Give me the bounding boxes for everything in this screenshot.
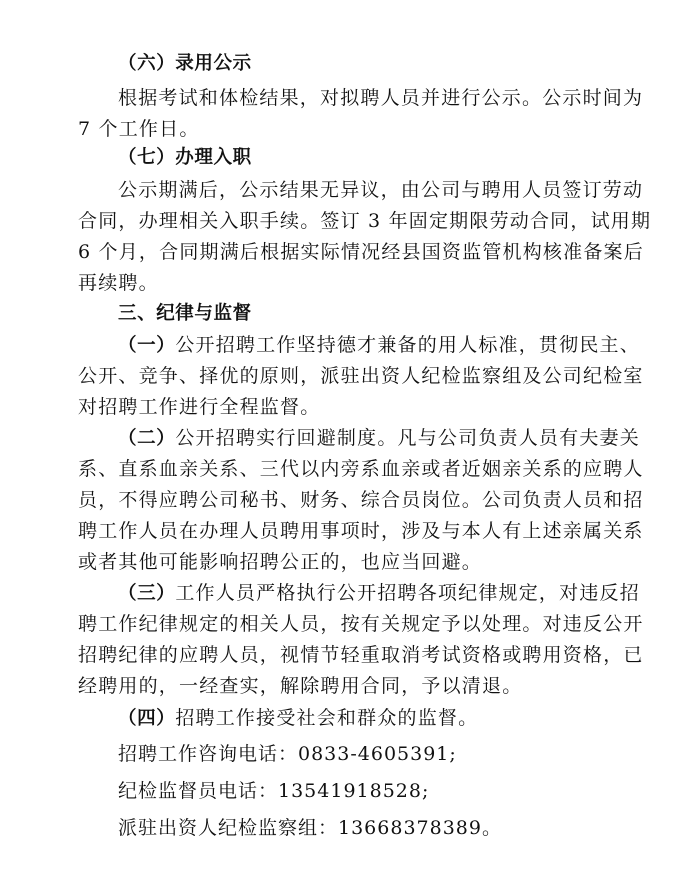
item-2-line-3: 员，不得应聘公司秘书、财务、综合员岗位。公司负责人员和招 bbox=[78, 489, 644, 511]
section-6-text-line-1: 根据考试和体检结果，对拟聘人员并进行公示。公示时间为 bbox=[118, 87, 644, 109]
contact-consult-phone: 招聘工作咨询电话：0833-4605391; bbox=[118, 743, 457, 765]
section-7-text-line-2: 合同，办理相关入职手续。签订 3 年固定期限劳动合同，试用期 bbox=[78, 210, 652, 232]
item-4-line-1 bbox=[118, 706, 478, 731]
contact-supervisor-phone: 纪检监督员电话：13541918528; bbox=[118, 780, 430, 802]
item-1-line-1 bbox=[118, 333, 640, 358]
item-3-lead: （三） bbox=[118, 583, 176, 604]
item-1-line-2: 公开、竞争、择优的原则，派驻出资人纪检监察组及公司纪检室 bbox=[78, 365, 644, 387]
item-2-line-2: 系、直系血亲关系、三代以内旁系血亲或者近姻亲关系的应聘人 bbox=[78, 458, 644, 480]
item-2-line-1 bbox=[118, 426, 640, 451]
item-4-text: 招聘工作接受社会和群众的监督。 bbox=[175, 707, 479, 729]
item-3-line-2: 聘工作纪律规定的相关人员，按有关规定予以处理。对违反公开 bbox=[78, 613, 644, 635]
section-6-heading: （六）录用公示 bbox=[118, 53, 252, 74]
item-1-lead: （一） bbox=[118, 335, 176, 356]
item-4-lead: （四） bbox=[118, 708, 176, 729]
section-7-text-line-3: 6 个月，合同期满后根据实际情况经县国资监管机构核准备案后 bbox=[78, 241, 644, 263]
item-3-line-1 bbox=[118, 581, 640, 606]
item-1-line-3: 对招聘工作进行全程监督。 bbox=[78, 396, 321, 418]
section-7-heading: （七）办理入职 bbox=[118, 147, 252, 168]
item-3-line-3: 招聘纪律的应聘人员，视情节轻重取消考试资格或聘用资格，已 bbox=[78, 644, 644, 666]
section-7-text-line-1: 公示期满后，公示结果无异议，由公司与聘用人员签订劳动 bbox=[118, 179, 644, 201]
item-2-line-5: 或者其他可能影响招聘公正的，也应当回避。 bbox=[78, 551, 483, 573]
item-3-text: 工作人员严格执行公开招聘各项纪律规定，对违反招 bbox=[175, 582, 640, 604]
section-7-text-line-4: 再续聘。 bbox=[78, 272, 159, 294]
section-6-text-line-2: 7 个工作日。 bbox=[78, 118, 200, 140]
item-3-line-4: 经聘用的，一经查实，解除聘用合同，予以清退。 bbox=[78, 675, 523, 697]
item-1-text: 公开招聘工作坚持德才兼备的用人标准，贯彻民主、 bbox=[175, 334, 640, 356]
item-2-lead: （二） bbox=[118, 428, 176, 449]
contact-group-phone: 派驻出资人纪检监察组：13668378389。 bbox=[118, 817, 502, 839]
item-2-line-4: 聘工作人员在办理人员聘用事项时，涉及与本人有上述亲属关系 bbox=[78, 520, 644, 542]
item-2-text: 公开招聘实行回避制度。凡与公司负责人员有夫妻关 bbox=[175, 427, 640, 449]
section-3-heading: 三、纪律与监督 bbox=[118, 303, 252, 324]
